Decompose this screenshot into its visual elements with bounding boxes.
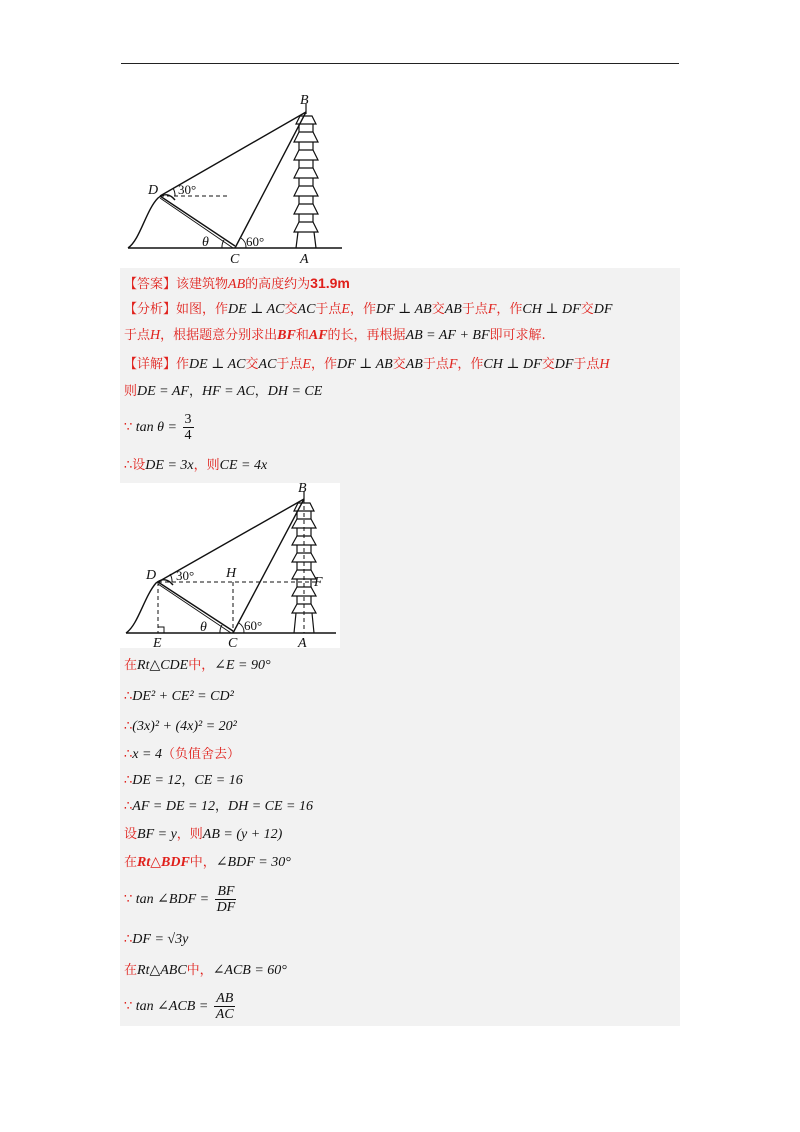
answer-tag: 【答案】 xyxy=(124,277,177,292)
hill-outline xyxy=(128,195,175,248)
m: AB xyxy=(444,302,462,317)
m: DE = 12 xyxy=(132,773,182,788)
t: 于点 xyxy=(573,357,600,372)
detail-line-3 xyxy=(124,412,194,444)
t: ∴ xyxy=(124,747,133,762)
t: 即可求解. xyxy=(489,328,546,343)
numerator: BF xyxy=(217,884,235,900)
t: ∵ xyxy=(124,999,133,1014)
m: AB = (y + 12) xyxy=(202,827,283,842)
label-b: B xyxy=(300,93,309,108)
t: 设 xyxy=(124,827,138,842)
m: AB = AF + BF xyxy=(405,328,490,343)
t: 于点 xyxy=(315,302,342,317)
t: 于点 xyxy=(461,302,488,317)
detail-line-12 xyxy=(124,854,291,872)
t: ∵ xyxy=(124,420,133,435)
analysis-tag: 【分析】 xyxy=(124,302,177,317)
m: Rt△CDE xyxy=(137,658,189,673)
t: ，则 xyxy=(176,827,203,842)
m: F xyxy=(448,357,458,372)
m: DH = CE xyxy=(267,384,323,399)
m: Rt△BDF xyxy=(137,855,190,870)
detail-line-9 xyxy=(124,772,243,790)
t: 中， xyxy=(186,963,213,978)
detail-line-4 xyxy=(124,457,267,475)
m: E xyxy=(302,357,311,372)
denominator: DF xyxy=(216,900,236,916)
analysis-line-2 xyxy=(124,327,546,345)
t: 于点 xyxy=(124,328,151,343)
label-30: 30° xyxy=(178,182,197,197)
m: AC xyxy=(258,357,277,372)
m: Rt△ABC xyxy=(137,963,187,978)
t: 如图，作 xyxy=(176,302,229,317)
numerator: 3 xyxy=(184,412,192,428)
figure-1-diagram xyxy=(120,90,350,265)
detail-tag: 【详解】 xyxy=(124,357,177,372)
figure-2-diagram xyxy=(120,483,340,648)
t: 交 xyxy=(431,302,445,317)
t: 和 xyxy=(295,328,309,343)
label-a: A xyxy=(298,636,307,648)
detail-line-16 xyxy=(124,990,236,1024)
label-c: C xyxy=(228,636,238,648)
t: ， xyxy=(181,773,195,788)
t: ， xyxy=(214,799,228,814)
pagoda xyxy=(294,104,318,248)
t: ∴ xyxy=(124,689,133,704)
m: AF xyxy=(308,328,328,343)
fraction xyxy=(214,991,236,1022)
t: 的长，再根据 xyxy=(327,328,406,343)
answer-text-2: 的高度约为 xyxy=(245,277,311,292)
m: BF = y xyxy=(137,827,177,842)
m: HF = AC xyxy=(202,384,255,399)
m: DF = √3y xyxy=(132,932,189,947)
t: 交 xyxy=(580,302,594,317)
detail-line-14 xyxy=(124,931,188,949)
t: ∴ xyxy=(124,799,133,814)
label-theta: θ xyxy=(202,235,209,250)
m: ∠E = 90° xyxy=(214,658,271,673)
detail-line-13 xyxy=(124,883,237,917)
m: DE = 3x xyxy=(145,458,194,473)
detail-line-11 xyxy=(124,826,282,844)
denominator: AC xyxy=(215,1007,234,1023)
m: DE ⊥ AC xyxy=(189,357,246,372)
t: ，作 xyxy=(310,357,337,372)
m: AB xyxy=(405,357,423,372)
t: ，作 xyxy=(457,357,484,372)
t: 在 xyxy=(124,658,138,673)
m: E xyxy=(341,302,350,317)
m: DF ⊥ AB xyxy=(337,357,393,372)
m: BF xyxy=(277,328,296,343)
detail-line-8 xyxy=(124,746,240,764)
t: 交 xyxy=(392,357,406,372)
m: ∠BDF = 30° xyxy=(215,855,291,870)
figure-1 xyxy=(120,90,350,265)
t: 于点 xyxy=(422,357,449,372)
label-60: 60° xyxy=(246,234,265,249)
t: 作 xyxy=(176,357,190,372)
t: 中， xyxy=(189,855,216,870)
label-c: C xyxy=(230,252,240,265)
m: CE = 4x xyxy=(219,458,268,473)
fraction xyxy=(215,884,238,915)
t: ∴ xyxy=(124,773,133,788)
t: 中， xyxy=(188,658,215,673)
m: tan ∠ACB = xyxy=(135,999,209,1014)
m: (3x)² + (4x)² = 20² xyxy=(132,719,237,734)
m: x = 4 xyxy=(132,747,162,762)
detail-line-6 xyxy=(124,688,234,706)
m: DE ⊥ AC xyxy=(228,302,285,317)
label-theta: θ xyxy=(200,620,207,635)
m: AC xyxy=(297,302,316,317)
t: 则 xyxy=(124,384,138,399)
answer-ab: AB xyxy=(228,277,246,292)
label-60: 60° xyxy=(244,618,263,633)
m: ∠ACB = 60° xyxy=(212,963,287,978)
t: 于点 xyxy=(276,357,303,372)
t: 在 xyxy=(124,855,138,870)
label-30: 30° xyxy=(176,568,195,583)
t: 交 xyxy=(245,357,259,372)
label-e: E xyxy=(153,636,162,648)
m: DE = AF xyxy=(137,384,189,399)
fraction xyxy=(183,412,194,443)
answer-text: 该建筑物 xyxy=(176,277,229,292)
t: ，根据题意分别求出 xyxy=(160,328,278,343)
t: ∴ xyxy=(124,458,133,473)
slope-dc-shade xyxy=(160,198,233,248)
m: DF xyxy=(593,302,613,317)
label-d: D xyxy=(148,183,159,198)
m: CH ⊥ DF xyxy=(483,357,542,372)
t: ∴ xyxy=(124,932,133,947)
label-b: B xyxy=(298,483,307,496)
slope-dc xyxy=(160,196,235,246)
label-d: D xyxy=(146,568,157,583)
m: H xyxy=(150,328,161,343)
answer-value: 31.9m xyxy=(310,275,350,291)
t: ， xyxy=(188,384,202,399)
t: ∴ xyxy=(124,719,133,734)
detail-line-2 xyxy=(124,383,322,401)
t: （负值舍去） xyxy=(161,747,240,762)
m: F xyxy=(487,302,497,317)
m: CE = 16 xyxy=(194,773,243,788)
t: ，作 xyxy=(349,302,376,317)
t: ， xyxy=(254,384,268,399)
m: DF ⊥ AB xyxy=(376,302,432,317)
header-rule xyxy=(121,63,679,64)
detail-line-7 xyxy=(124,718,237,736)
denominator: 4 xyxy=(184,428,192,444)
detail-line-1 xyxy=(124,356,610,374)
m: DH = CE = 16 xyxy=(227,799,313,814)
t: ∵ xyxy=(124,892,133,907)
figure-2 xyxy=(120,483,340,648)
m: AF = DE = 12 xyxy=(132,799,215,814)
t: ，作 xyxy=(496,302,523,317)
label-h: H xyxy=(226,566,237,581)
m: tan ∠BDF = xyxy=(135,892,210,907)
m: CH ⊥ DF xyxy=(522,302,581,317)
detail-line-10 xyxy=(124,798,313,816)
t: 交 xyxy=(541,357,555,372)
m: H xyxy=(599,357,610,372)
detail-line-5 xyxy=(124,657,271,675)
m: DE² + CE² = CD² xyxy=(132,689,234,704)
numerator: AB xyxy=(216,991,234,1007)
m: tan θ = xyxy=(135,420,177,435)
t: 设 xyxy=(132,458,146,473)
t: ，则 xyxy=(193,458,220,473)
answer-line xyxy=(124,274,350,294)
detail-line-15 xyxy=(124,962,287,980)
t: 交 xyxy=(284,302,298,317)
m: DF xyxy=(554,357,574,372)
label-f: F xyxy=(314,575,323,590)
analysis-line-1 xyxy=(124,301,612,319)
label-a: A xyxy=(300,252,309,265)
t: 在 xyxy=(124,963,138,978)
